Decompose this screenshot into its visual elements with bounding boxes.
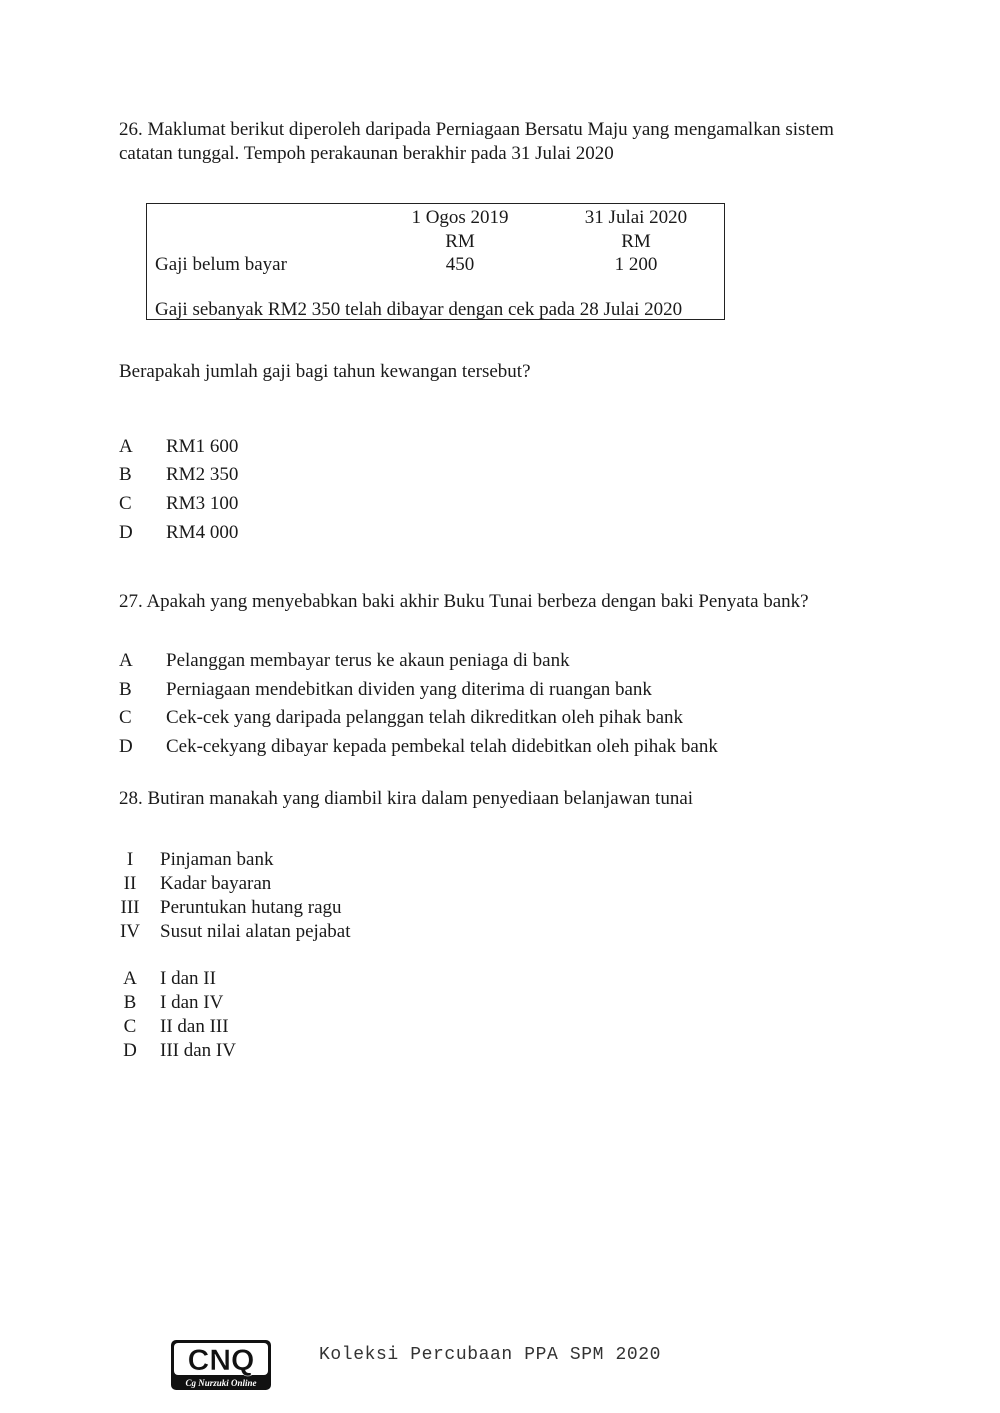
cnq-logo (170, 1339, 272, 1391)
q26-stem-line1: 26. Maklumat berikut diperoleh daripada Perniagaan Bersatu Maju yang mengamalkan sistem (119, 119, 834, 140)
q27-option-d: Cek-cekyang dibayar kepada pembekal telah didebitkan oleh pihak bank (166, 736, 718, 757)
q26-option-c: RM3 100 (166, 493, 239, 514)
logo-text: CNQ (187, 1344, 255, 1377)
q28-option-b: I dan IV (160, 992, 224, 1013)
q28-option-d: III dan IV (160, 1040, 236, 1061)
q28-option-a: I dan II (160, 968, 216, 989)
q26-option-d-letter: D (119, 522, 133, 543)
q28-item-2-numeral: II (123, 873, 137, 894)
q28-item-3: Peruntukan hutang ragu (160, 897, 342, 918)
q26-option-a: RM1 600 (166, 436, 239, 457)
q28-item-1: Pinjaman bank (160, 849, 274, 870)
q28-item-1-numeral: I (126, 849, 134, 870)
q28-item-4: Susut nilai alatan pejabat (160, 921, 351, 942)
q28-option-d-letter: D (123, 1040, 137, 1061)
logo-subtext: Cg Nurzuki Online (185, 1378, 257, 1388)
table-col1-date: 1 Ogos 2019 (411, 207, 509, 228)
table-col2-date: 31 Julai 2020 (584, 207, 688, 228)
q27-option-d-letter: D (119, 736, 133, 757)
q27-option-a-letter: A (119, 650, 133, 671)
q28-item-2: Kadar bayaran (160, 873, 272, 894)
table-row-label: Gaji belum bayar (155, 254, 287, 275)
q28-question: 28. Butiran manakah yang diambil kira dalam penyediaan belanjawan tunai (119, 788, 694, 809)
table-col2-unit: RM (621, 231, 651, 252)
q26-question: Berapakah jumlah gaji bagi tahun kewangan tersebut? (119, 361, 531, 382)
q28-item-4-numeral: IV (119, 921, 141, 942)
q26-option-a-letter: A (119, 436, 133, 457)
q28-option-a-letter: A (123, 968, 137, 989)
q27-option-b-letter: B (119, 679, 132, 700)
table-col2-value: 1 200 (614, 254, 658, 275)
q26-option-b-letter: B (119, 464, 132, 485)
q26-option-d: RM4 000 (166, 522, 239, 543)
q28-option-c-letter: C (123, 1016, 137, 1037)
q26-option-c-letter: C (119, 493, 132, 514)
q26-info-table (146, 203, 725, 320)
q27-option-c: Cek-cek yang daripada pelanggan telah dikreditkan oleh pihak bank (166, 707, 684, 728)
footer-caption: Koleksi Percubaan PPA SPM 2020 (319, 1345, 662, 1365)
q27-option-c-letter: C (119, 707, 132, 728)
table-col1-value: 450 (445, 254, 475, 275)
q26-option-b: RM2 350 (166, 464, 239, 485)
q28-option-b-letter: B (123, 992, 137, 1013)
q28-item-3-numeral: III (120, 897, 140, 918)
q27-option-a: Pelanggan membayar terus ke akaun peniaga di bank (166, 650, 570, 671)
q28-option-c: II dan III (160, 1016, 229, 1037)
table-col1-unit: RM (445, 231, 475, 252)
q27-option-b: Perniagaan mendebitkan dividen yang diterima di ruangan bank (166, 679, 652, 700)
q27-question: 27. Apakah yang menyebabkan baki akhir Buku Tunai berbeza dengan baki Penyata bank? (119, 591, 809, 612)
table-note: Gaji sebanyak RM2 350 telah dibayar dengan cek pada 28 Julai 2020 (155, 299, 683, 320)
q26-stem-line2: catatan tunggal. Tempoh perakaunan berakhir pada 31 Julai 2020 (119, 143, 614, 164)
